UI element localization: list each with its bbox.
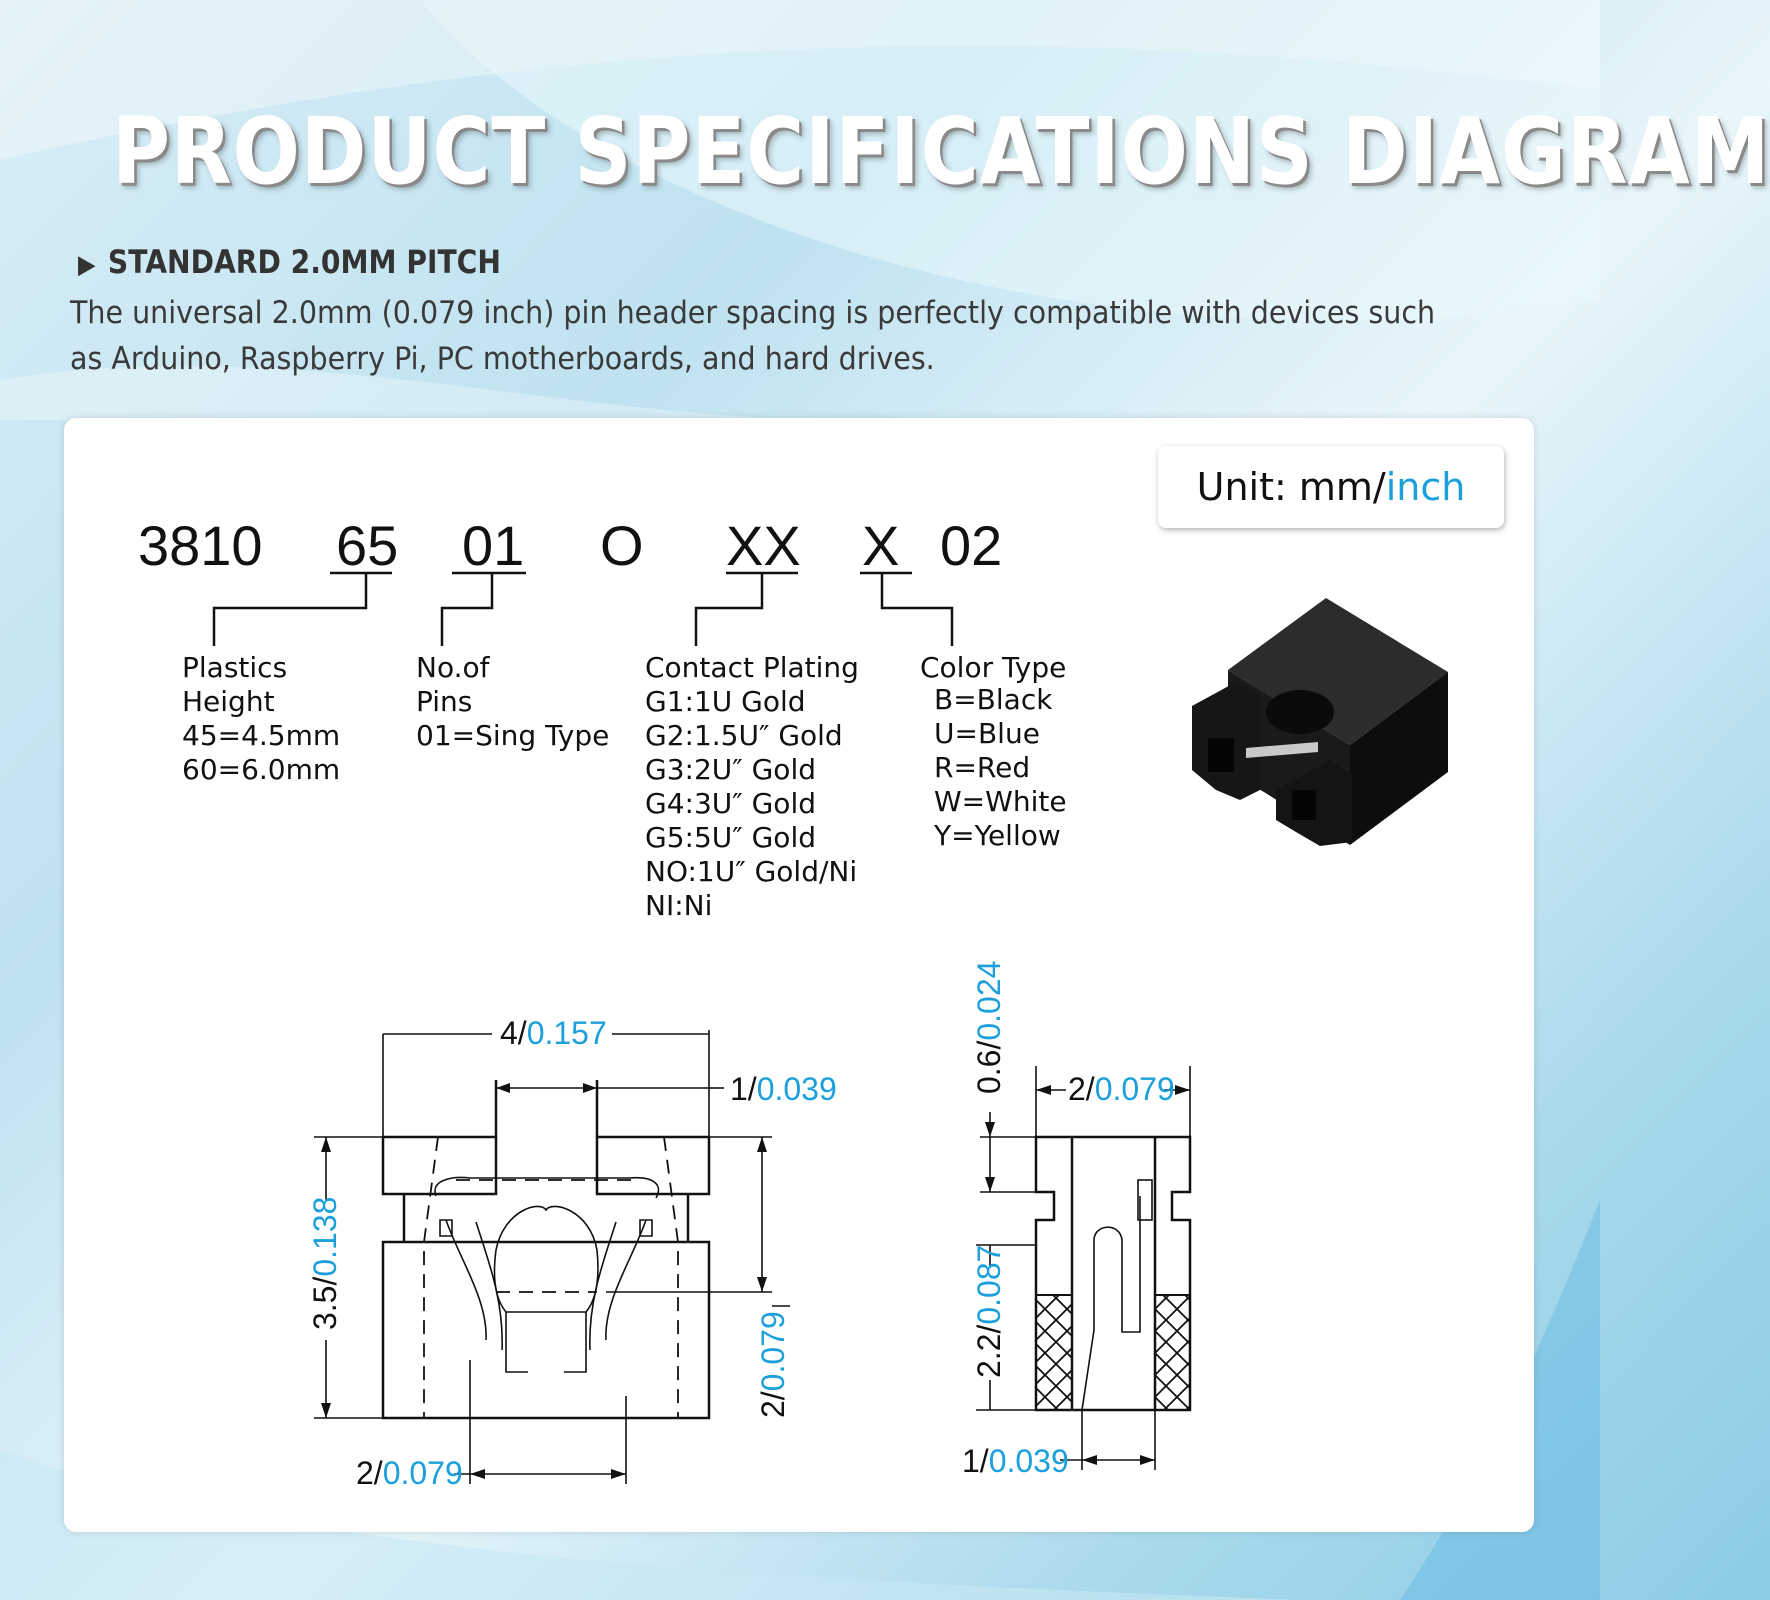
unit-inch: inch xyxy=(1385,465,1466,509)
section-heading-text: STANDARD 2.0MM PITCH xyxy=(107,243,501,281)
dim-front-slot: 1/0.039 xyxy=(730,1071,837,1107)
code-suffix: 02 xyxy=(940,514,1003,577)
dim-side-lower: 2.2/0.087 xyxy=(971,1244,1007,1378)
group-title: Color Type xyxy=(920,651,1067,684)
code-color: X xyxy=(862,514,900,577)
group-line: G3:2U″ Gold xyxy=(645,753,816,786)
group-line: R=Red xyxy=(934,751,1031,784)
dim-front-pitch: 2/0.079 xyxy=(356,1455,463,1491)
dim-side-top: 0.6/0.024 xyxy=(971,960,1007,1094)
group-line: 01=Sing Type xyxy=(416,719,610,752)
code-height: 65 xyxy=(336,514,399,577)
group-line: Pins xyxy=(416,685,473,718)
dim-side-bottom: 1/0.039 xyxy=(962,1443,1069,1479)
front-view-drawing xyxy=(314,1030,790,1484)
group-plating xyxy=(645,651,859,922)
group-pins xyxy=(416,651,609,752)
group-line: 60=6.0mm xyxy=(182,753,341,786)
group-line: G1:1U Gold xyxy=(645,685,806,718)
group-line: NI:Ni xyxy=(645,889,713,922)
group-line: Height xyxy=(182,685,275,718)
group-line: U=Blue xyxy=(934,717,1040,750)
group-line: 45=4.5mm xyxy=(182,719,341,752)
play-triangle-icon: ▶ xyxy=(78,250,96,280)
group-line: G5:5U″ Gold xyxy=(645,821,816,854)
jumper-product-image xyxy=(1192,598,1448,846)
group-line: NO:1U″ Gold/Ni xyxy=(645,855,858,888)
group-title: No.of xyxy=(416,651,490,684)
side-view-drawing xyxy=(976,1066,1190,1470)
code-o: O xyxy=(600,514,644,577)
group-height xyxy=(182,651,340,786)
group-color xyxy=(920,651,1067,852)
dim-front-inner: 2/0.079 xyxy=(755,1311,791,1418)
group-line: B=Black xyxy=(934,683,1053,716)
group-line: Y=Yellow xyxy=(934,819,1061,852)
group-title: Contact Plating xyxy=(645,651,859,684)
part-code xyxy=(138,514,1002,577)
code-pins: 01 xyxy=(462,514,525,577)
group-line: G2:1.5U″ Gold xyxy=(645,719,843,752)
dim-front-width: 4/0.157 xyxy=(500,1015,607,1051)
group-line: W=White xyxy=(934,785,1067,818)
dim-side-width: 2/0.079 xyxy=(1068,1071,1175,1107)
dim-front-height: 3.5/0.138 xyxy=(307,1196,343,1330)
unit-prefix: Unit: mm/ xyxy=(1196,465,1386,509)
page-title: PRODUCT SPECIFICATIONS DIAGRAM xyxy=(112,98,1770,205)
code-series: 3810 xyxy=(138,514,263,577)
code-leaders xyxy=(214,573,952,646)
section-description: The universal 2.0mm (0.079 inch) pin header spacing is perfectly compatible with devices such as Arduino, Raspberry Pi, PC motherboards, and hard drives. xyxy=(70,295,1436,377)
code-plating: XX xyxy=(726,514,801,577)
group-line: G4:3U″ Gold xyxy=(645,787,816,820)
group-title: Plastics xyxy=(182,651,288,684)
